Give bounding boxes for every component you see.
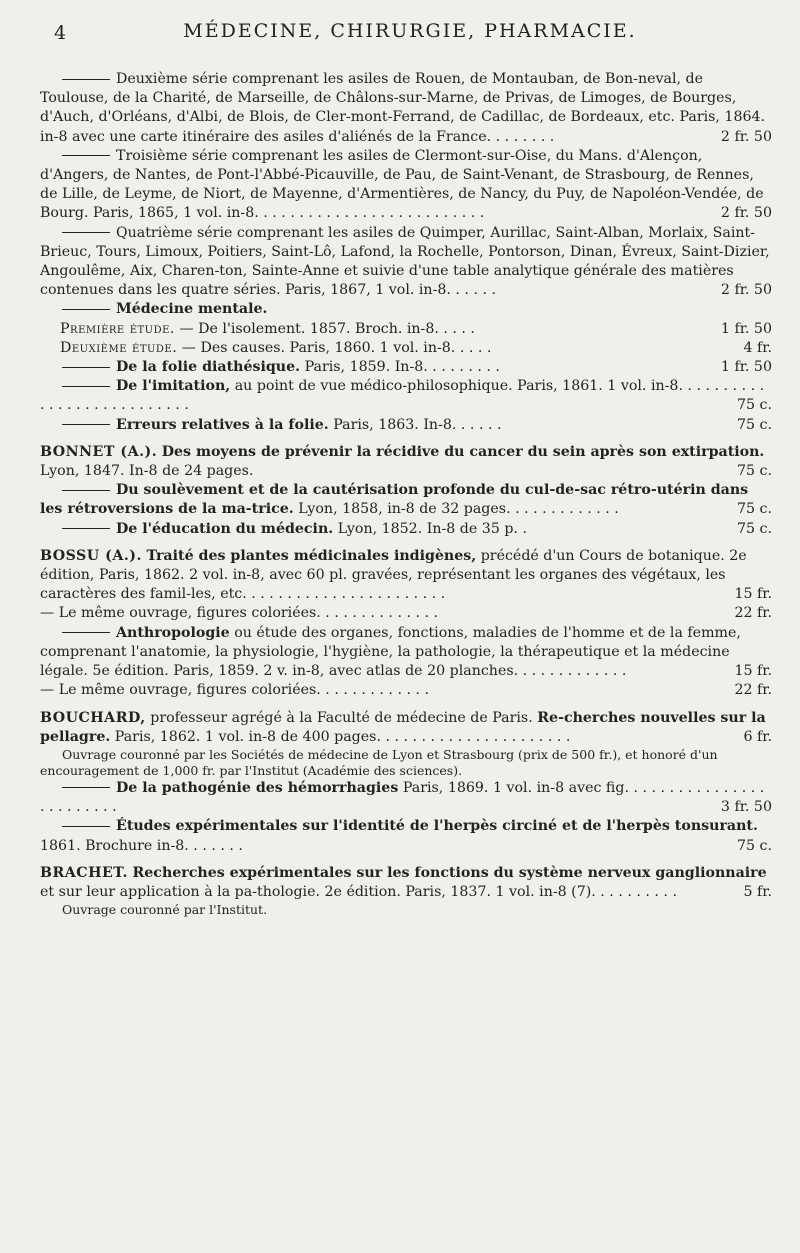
entry-text: Deuxième série comprenant les asiles de Rouen, de Montauban, de Bon-neval, de Toulouse, de la Charité, de Marseille, de Châlons-sur-Marne, de Privas, de Limoges, de Bourges, d'Auch, d'Orléans, d'Albi, de Blois, de Cler-mont-Ferrand, de Cadillac, de Bordeaux, etc. Paris, 1864. in-8 avec une carte itinéraire des asiles d'aliénés de la France. . . . . . . . bbox=[40, 71, 766, 145]
entry-price: 2 fr. 50 bbox=[720, 205, 772, 222]
entry-price: 75 c. bbox=[736, 520, 772, 537]
ditto-dash bbox=[62, 232, 110, 233]
entry-price: 2 fr. 50 bbox=[720, 282, 772, 299]
catalogue-entry bbox=[40, 817, 772, 855]
catalogue-entry bbox=[40, 377, 772, 415]
entry-price: 75 c. bbox=[736, 397, 772, 414]
entry-price: 5 fr. bbox=[743, 883, 772, 900]
entry-text: Lyon, 1858, in-8 de 32 pages. . . . . . . . . . . . . bbox=[298, 501, 619, 518]
page-number: 4 bbox=[54, 22, 67, 44]
entry-text: Quatrième série comprenant les asiles de Quimper, Aurillac, Saint-Alban, Morlaix, Saint-Brieuc, Tours, Limoux, Poitiers, Saint-Lô, Lafond, la Rochelle, Pontorson, Dinan, Évreux, Saint-Dizier, Angoulême, Aix, Charen-ton, Sainte-Anne et suivie d'une table analytique générale des matières contenues dans les quatre séries. Paris, 1867, 1 vol. in-8. . . . . . bbox=[40, 224, 770, 299]
entry-title: Re-cherches nouvelles sur la pellagre. bbox=[40, 709, 766, 745]
entry-note: Ouvrage couronné par les Sociétés de médecine de Lyon et Strasbourg (prix de 500 fr.), et honoré d'un encouragement de 1,000 fr. par l'Institut (Académie des sciences). bbox=[40, 746, 718, 778]
author-name: BRACHET. bbox=[40, 864, 128, 881]
entry-price: 75 c. bbox=[736, 416, 772, 433]
catalogue-entry bbox=[40, 339, 772, 358]
catalogue-entry bbox=[40, 300, 772, 319]
entry-price: 2 fr. 50 bbox=[720, 128, 772, 145]
ditto-dash bbox=[62, 632, 110, 633]
author-name: BOSSU (A.). bbox=[40, 547, 142, 564]
entry-price: 75 c. bbox=[736, 463, 772, 480]
entry-price: 1 fr. 50 bbox=[720, 359, 772, 376]
entry-text: Paris, 1859. In-8. . . . . . . . . bbox=[304, 359, 500, 376]
catalogue-entry bbox=[40, 864, 772, 902]
entry-text: précédé d'un Cours de botanique. 2e édition, Paris, 1862. 2 vol. in-8, avec 60 pl. gravées, représentant les organes des végétaux, les caractères des famil-les, etc. . . . . . . . . . . . . . . . . . . . . . . bbox=[40, 547, 747, 603]
entry-price: 4 fr. bbox=[743, 339, 772, 356]
entry-text: Paris, 1862. 1 vol. in-8 de 400 pages. . . . . . . . . . . . . . . . . . . . . . bbox=[114, 728, 571, 745]
ditto-dash bbox=[62, 386, 110, 387]
ditto-dash bbox=[62, 309, 110, 310]
entry-price: 22 fr. bbox=[734, 682, 772, 699]
ditto-dash bbox=[62, 424, 110, 425]
entry-title: Du soulèvement et de la cautérisation profonde du cul-de-sac rétro-utérin dans les rétroversions de la ma-trice. bbox=[40, 482, 749, 518]
entry-text: Paris, 1869. 1 vol. in-8 avec fig. . . . . . . . . . . . . . . . . . . . . . . . . bbox=[40, 779, 765, 816]
entry-title: Recherches expérimentales sur les fonctions du système nerveux ganglionnaire bbox=[132, 864, 767, 881]
entry-text: Paris, 1863. In-8. . . . . . bbox=[333, 416, 502, 433]
ditto-dash bbox=[62, 367, 110, 368]
entry-text: — Le même ouvrage, figures coloriées. . . . . . . . . . . . . bbox=[40, 682, 430, 699]
entry-label: Première étude. bbox=[60, 320, 175, 337]
ditto-dash bbox=[62, 155, 110, 156]
catalogue-entry bbox=[40, 224, 772, 301]
entry-text: au point de vue médico-philosophique. Paris, 1861. 1 vol. in-8. . . . . . . . . . . . . . . . . . . . . . . . . . . bbox=[40, 378, 765, 414]
catalogue-entry bbox=[40, 520, 772, 539]
catalogue-entry bbox=[40, 147, 772, 224]
catalogue-entry bbox=[40, 681, 772, 700]
catalogue-entry bbox=[40, 481, 772, 519]
entry-text: Lyon, 1852. In-8 de 35 p. . bbox=[337, 520, 527, 537]
entry-title: Études expérimentales sur l'identité de l'herpès circiné et de l'herpès tonsurant. bbox=[116, 818, 758, 835]
entry-text: 1861. Brochure in-8. . . . . . . bbox=[40, 837, 243, 854]
author-name: BOUCHARD, bbox=[40, 709, 146, 726]
ditto-dash bbox=[62, 79, 110, 80]
author-description: professeur agrégé à la Faculté de médecine de Paris. bbox=[150, 709, 533, 726]
entry-price: 6 fr. bbox=[743, 728, 772, 745]
entry-title: De la pathogénie des hémorrhagies bbox=[116, 779, 399, 796]
entry-text: ou étude des organes, fonctions, maladies de l'homme et de la femme, comprenant l'anatomie, la physiologie, l'hygiène, la pathologie, la thérapeutique et la médecine légale. 5e édition. Paris, 1859. 2 v. in-8, avec atlas de 20 planches. . . . . . . . . . . . . bbox=[40, 624, 741, 680]
entry-text: et sur leur application à la pa-thologie. 2e édition. Paris, 1837. 1 vol. in-8 (7). . . . . . . . . . bbox=[40, 883, 677, 900]
catalogue-entry bbox=[40, 358, 772, 377]
ditto-dash bbox=[62, 826, 110, 827]
entry-title: De la folie diathésique. bbox=[116, 359, 301, 376]
catalogue-entry bbox=[40, 779, 772, 817]
page-header bbox=[0, 0, 800, 60]
entry-price: 15 fr. bbox=[734, 663, 772, 680]
catalogue-entry bbox=[40, 443, 772, 481]
entry-price: 15 fr. bbox=[734, 586, 772, 603]
ditto-dash bbox=[62, 490, 110, 491]
author-name: BONNET (A.). bbox=[40, 443, 158, 460]
entry-title: Traité des plantes médicinales indigènes, bbox=[146, 547, 477, 564]
catalogue-entry bbox=[40, 624, 772, 682]
entry-price: 22 fr. bbox=[734, 605, 772, 622]
section-heading: Médecine mentale. bbox=[116, 301, 268, 318]
entry-title: De l'imitation, bbox=[116, 378, 231, 395]
entry-price: 1 fr. 50 bbox=[720, 320, 772, 337]
catalogue-entry bbox=[40, 604, 772, 623]
catalogue-entry bbox=[40, 70, 772, 147]
catalogue-entry bbox=[40, 547, 772, 605]
entry-title: De l'éducation du médecin. bbox=[116, 520, 334, 537]
entry-label: Deuxième étude. bbox=[60, 339, 178, 356]
entry-text: — Le même ouvrage, figures coloriées. . . . . . . . . . . . . . bbox=[40, 605, 439, 622]
entry-text: Troisième série comprenant les asiles de Clermont-sur-Oise, du Mans. d'Alençon, d'Angers, de Nantes, de Pont-l'Abbé-Picauville, de Pau, de Saint-Venant, de Strasbourg, de Rennes, de Lille, de Leyme, de Niort, de Mayenne, d'Armentières, de Nancy, du Puy, de Napoléon-Vendée, de Bourg. Paris, 1865, 1 vol. in-8. . . . . . . . . . . . . . . . . . . . . . . . . . bbox=[40, 147, 764, 222]
entry-price: 3 fr. 50 bbox=[720, 799, 772, 816]
entry-price: 75 c. bbox=[736, 501, 772, 518]
entry-note: Ouvrage couronné par l'Institut. bbox=[62, 902, 268, 918]
entry-price: 75 c. bbox=[736, 837, 772, 854]
entry-title: Anthropologie bbox=[116, 624, 230, 641]
entry-title: Des moyens de prévenir la récidive du cancer du sein après son extirpation. bbox=[161, 443, 765, 460]
catalogue-entries bbox=[40, 70, 772, 918]
entry-text: — Des causes. Paris, 1860. 1 vol. in-8. . . . . bbox=[181, 339, 492, 356]
running-title: MÉDECINE, CHIRURGIE, PHARMACIE. bbox=[183, 20, 637, 42]
ditto-dash bbox=[62, 787, 110, 788]
entry-text: Lyon, 1847. In-8 de 24 pages. bbox=[40, 463, 254, 480]
catalogue-entry bbox=[40, 416, 772, 435]
catalogue-entry bbox=[40, 709, 772, 747]
ditto-dash bbox=[62, 528, 110, 529]
entry-title: Erreurs relatives à la folie. bbox=[116, 416, 329, 433]
catalogue-entry bbox=[40, 320, 772, 339]
entry-text: — De l'isolement. 1857. Broch. in-8. . . . . bbox=[179, 320, 475, 337]
